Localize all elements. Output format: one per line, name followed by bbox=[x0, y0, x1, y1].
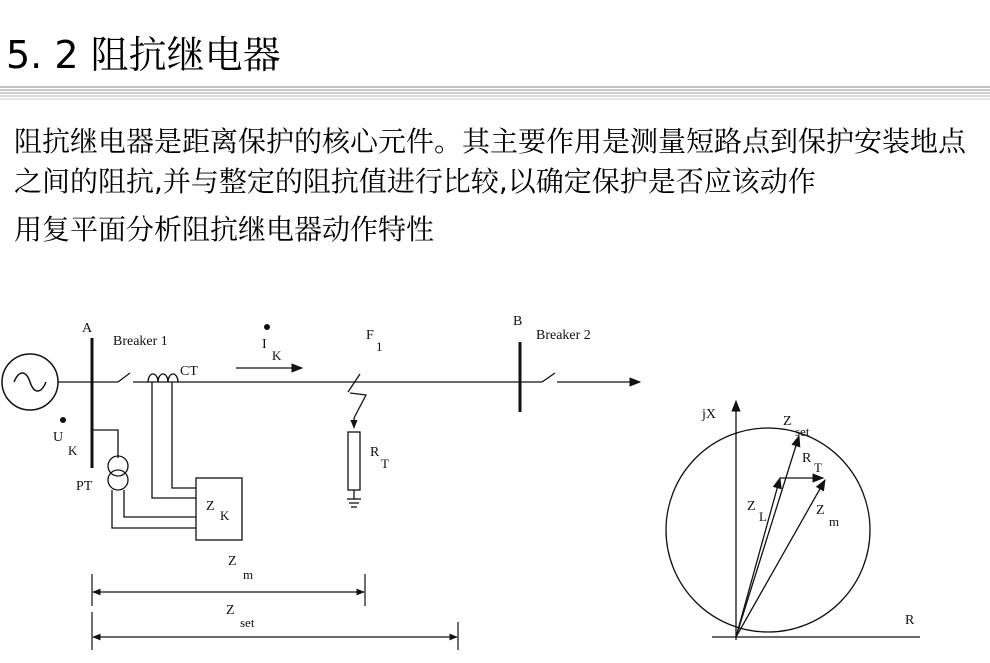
real-axis-label: R bbox=[905, 613, 915, 628]
breaker1-label: Breaker 1 bbox=[113, 334, 168, 349]
zm-dimension bbox=[92, 574, 365, 606]
voltage-phasor-dot bbox=[60, 417, 66, 423]
fault-label-sub: 1 bbox=[376, 339, 383, 354]
fault-resistance-label-sub: T bbox=[381, 456, 389, 471]
ct-coil bbox=[148, 374, 178, 382]
bus-b-label: B bbox=[513, 314, 523, 329]
zset-phasor-label-sub: set bbox=[795, 424, 810, 439]
generator-symbol bbox=[2, 354, 58, 410]
current-phasor-dot bbox=[264, 324, 270, 330]
rt-phasor-label: R bbox=[802, 451, 812, 466]
pt-label: PT bbox=[76, 479, 93, 494]
zm-phasor-label: Z bbox=[816, 503, 825, 518]
transmission-line bbox=[58, 373, 640, 382]
ct-label: CT bbox=[180, 364, 198, 379]
zset-phasor-label: Z bbox=[783, 414, 792, 429]
operating-circle bbox=[666, 428, 870, 632]
paragraph-definition: 阻抗继电器是距离保护的核心元件。其主要作用是测量短路点到保护安装地点之间的阻抗,并与整定的阻抗值进行比较,以确定保护是否应该动作 bbox=[14, 125, 967, 198]
fault-resistor bbox=[348, 432, 360, 490]
zm-dimension-label-sub: m bbox=[243, 567, 254, 582]
ct-leads bbox=[152, 382, 196, 498]
current-label: I bbox=[262, 337, 267, 352]
slide-title: 5. 2 阻抗继电器 bbox=[6, 33, 281, 77]
voltage-label: U bbox=[53, 430, 64, 445]
fault-label: F bbox=[366, 328, 374, 343]
zl-phasor bbox=[736, 478, 780, 637]
zset-dimension-label: Z bbox=[226, 603, 235, 618]
pt-symbol bbox=[92, 430, 196, 528]
zset-phasor bbox=[736, 436, 799, 637]
rt-phasor-label-sub: T bbox=[814, 460, 822, 475]
zset-dimension-label-sub: set bbox=[240, 615, 255, 630]
zl-phasor-label-sub: L bbox=[759, 509, 767, 524]
bus-a-label: A bbox=[82, 321, 93, 336]
zm-phasor-label-sub: m bbox=[829, 514, 840, 529]
relay-label-sub: K bbox=[220, 508, 230, 523]
fault-resistance-label: R bbox=[370, 445, 380, 460]
relay-box bbox=[196, 478, 242, 540]
ground-symbol bbox=[347, 490, 361, 507]
relay-label: Z bbox=[206, 499, 215, 514]
zm-dimension-label: Z bbox=[228, 554, 237, 569]
breaker2-label: Breaker 2 bbox=[536, 328, 591, 343]
imag-axis-label: jX bbox=[702, 407, 716, 422]
current-label-sub: K bbox=[272, 348, 282, 363]
zset-dimension bbox=[92, 612, 458, 650]
voltage-label-sub: K bbox=[68, 443, 78, 458]
paragraph-analysis: 用复平面分析阻抗继电器动作特性 bbox=[14, 213, 435, 246]
zl-phasor-label: Z bbox=[747, 499, 756, 514]
